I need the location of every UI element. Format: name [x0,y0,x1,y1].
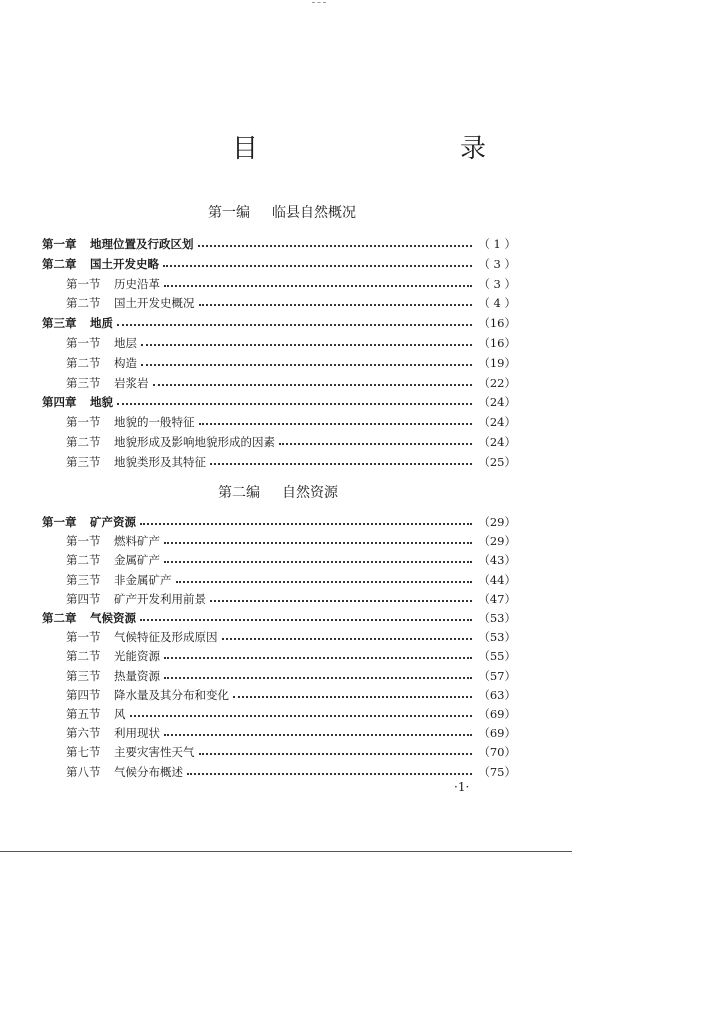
toc-section-row [66,355,516,371]
toc-dot-leader [198,245,473,247]
toc-entry-title: 气候特征及形成原因 [114,630,218,645]
toc-entry-number: 第六节 [66,726,101,741]
toc-chapter-row [42,315,516,331]
toc-entry-number: 第四节 [66,687,101,702]
toc-entry-number: 第一节 [66,276,101,291]
toc-dot-leader [117,324,472,326]
toc-entry-page: （24） [478,415,516,430]
toc-entry-page: （53） [478,611,516,625]
toc-section-row [66,648,516,664]
toc-entry-title: 地貌 [90,395,113,410]
toc-entry-page: （69） [478,707,516,721]
toc-entry-page: （53） [478,630,516,645]
toc-entry-title: 岩浆岩 [114,375,149,390]
toc-dot-leader [176,581,473,583]
toc-entry-title: 降水量及其分布和变化 [114,687,229,702]
toc-dot-leader [164,657,472,659]
toc-entry-page: （69） [478,726,516,741]
toc-entry-number: 第四节 [66,591,101,606]
page-title: 目 录 [232,134,537,164]
toc-dot-leader [199,753,473,755]
toc-dot-leader [141,364,472,366]
toc-section-row [66,706,516,722]
toc-entry-title: 热量资源 [114,668,160,683]
toc-entry-page: （55） [478,649,516,664]
toc-dot-leader [199,423,473,425]
toc-entry-number: 第七节 [66,745,101,760]
toc-entry-title: 光能资源 [114,649,160,664]
toc-dot-leader [222,638,473,640]
toc-dot-leader [164,734,472,736]
toc-entry-title: 非金属矿产 [114,572,172,587]
toc-entry-page: （16） [478,316,516,331]
toc-entry-number: 第一节 [66,336,101,350]
toc-dot-leader [164,561,472,563]
toc-entry-number: 第三节 [66,454,101,469]
toc-entry-number: 第二节 [66,355,101,370]
toc-entry-title: 地貌的一般特征 [114,415,195,430]
part-heading-2 [218,482,338,502]
toc-entry-title: 金属矿产 [114,553,160,568]
toc-dot-leader [164,285,472,287]
toc-section-row [66,533,516,549]
toc-entry-page: （63） [478,687,516,702]
toc-entry-page: （57） [478,668,516,683]
part-label: 第二编 [218,485,260,501]
toc-entry-title: 气候分布概述 [114,764,183,779]
toc-entry-number: 第二章 [42,256,77,271]
toc-entry-page: （29） [478,515,516,529]
toc-section-row [66,668,516,684]
toc-dot-leader [279,443,472,445]
toc-entry-number: 第二章 [42,611,77,625]
toc-entry-title: 构造 [114,355,137,370]
part-label: 第一编 [208,205,250,221]
toc-section-row [66,572,516,588]
part-name: 自然资源 [282,485,338,501]
toc-chapter-row [42,394,516,410]
toc-dot-leader [140,523,472,525]
toc-entry-title: 地貌类形及其特征 [114,454,206,469]
toc-section-row [66,744,516,760]
toc-section-row [66,335,516,351]
toc-entry-page: （16） [478,336,516,350]
toc-section-row [66,276,516,292]
toc-entry-title: 矿产资源 [90,515,136,529]
toc-section-row [66,552,516,568]
toc-section-row [66,764,516,780]
toc-dot-leader [141,344,472,346]
toc-entry-title: 地层 [114,336,137,350]
toc-entry-number: 第三章 [42,316,77,331]
toc-dot-leader [164,677,472,679]
toc-entry-page: （24） [478,395,516,410]
toc-dot-leader [210,463,472,465]
toc-entry-number: 第一章 [42,237,77,251]
toc-dot-leader [140,619,472,621]
toc-entry-title: 国土开发史概况 [114,296,195,311]
toc-entry-title: 历史沿革 [114,276,160,291]
toc-entry-title: 地理位置及行政区划 [90,237,194,251]
toc-section-row [66,295,516,311]
toc-dot-leader [163,265,472,267]
toc-entry-page: （44） [478,572,516,587]
toc-entry-number: 第二节 [66,553,101,568]
toc-section-row [66,725,516,741]
toc-entry-title: 燃料矿产 [114,534,160,549]
toc-dot-leader [153,384,473,386]
toc-entry-page: （29） [478,534,516,549]
scan-edge-line [0,851,572,852]
toc-entry-title: 主要灾害性天气 [114,745,195,760]
toc-entry-page: （70） [478,745,516,760]
toc-entry-title: 气候资源 [90,611,136,625]
toc-entry-number: 第一章 [42,515,77,529]
toc-entry-number: 第三节 [66,668,101,683]
part-heading-1 [208,202,356,222]
toc-section-row [66,434,516,450]
toc-entry-page: （ 4 ） [478,296,516,311]
part-name: 临县自然概况 [272,205,356,221]
toc-dot-leader [117,403,472,405]
toc-dot-leader [210,600,472,602]
toc-dot-leader [164,542,472,544]
toc-entry-number: 第三节 [66,572,101,587]
toc-entry-page: （ 1 ） [478,237,516,251]
toc-entry-title: 地貌形成及影响地貌形成的因素 [114,435,275,449]
toc-dot-leader [199,304,473,306]
toc-entry-number: 第三节 [66,375,101,390]
scan-artifact [312,2,326,5]
toc-entry-number: 第四章 [42,395,77,410]
toc-chapter-row [42,256,516,272]
toc-entry-number: 第一节 [66,630,101,645]
page-number: ·1· [454,780,470,794]
toc-entry-number: 第八节 [66,764,101,779]
toc-entry-title: 国土开发史略 [90,256,159,271]
toc-entry-page: （43） [478,553,516,568]
toc-entry-title: 利用现状 [114,726,160,741]
toc-entry-number: 第一节 [66,415,101,430]
toc-chapter-row [42,236,516,252]
toc-entry-page: （24） [478,435,516,449]
toc-entry-number: 第五节 [66,707,101,721]
toc-entry-number: 第一节 [66,534,101,549]
toc-entry-number: 第二节 [66,296,101,311]
toc-entry-page: （47） [478,591,516,606]
toc-entry-number: 第二节 [66,435,101,449]
toc-entry-title: 地质 [90,316,113,331]
toc-dot-leader [233,696,472,698]
toc-entry-page: （ 3 ） [478,256,516,271]
toc-entry-number: 第二节 [66,649,101,664]
toc-entry-title: 矿产开发利用前景 [114,591,206,606]
toc-entry-page: （75） [478,764,516,779]
toc-entry-page: （22） [478,375,516,390]
toc-dot-leader [187,773,472,775]
toc-dot-leader [130,715,473,717]
toc-section-row [66,591,516,607]
toc-entry-title: 风 [114,707,126,721]
toc-entry-page: （ 3 ） [478,276,516,291]
toc-section-row [66,629,516,645]
toc-entry-page: （25） [478,454,516,469]
toc-section-row [66,414,516,430]
toc-section-row [66,454,516,470]
toc-entry-page: （19） [478,355,516,370]
toc-chapter-row [42,610,516,626]
toc-section-row [66,375,516,391]
toc-section-row [66,687,516,703]
toc-chapter-row [42,514,516,530]
